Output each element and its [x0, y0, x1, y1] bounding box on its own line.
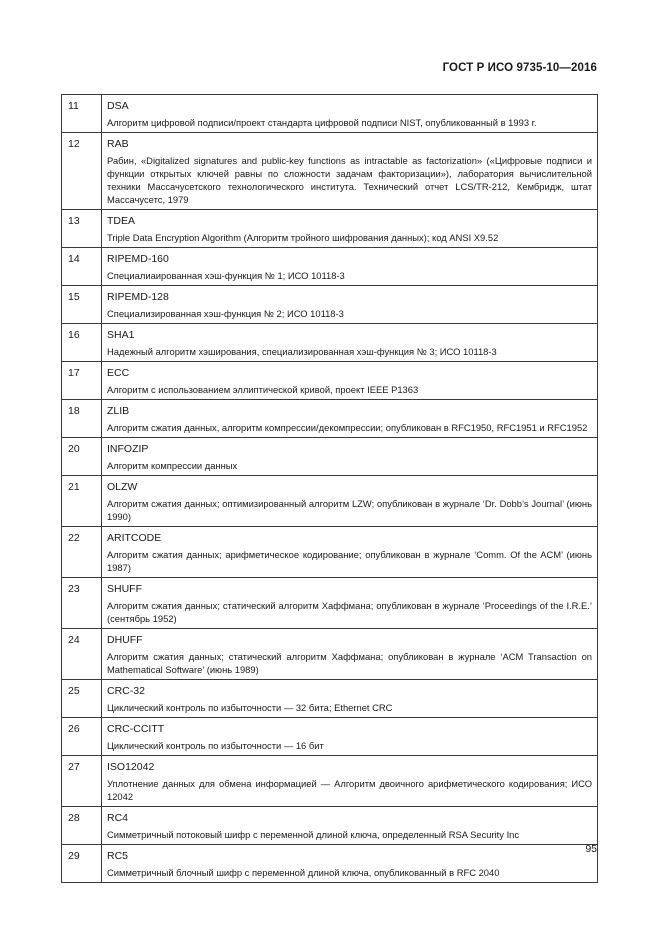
table-row — [62, 718, 598, 756]
row-content — [102, 476, 598, 527]
algorithm-name: CRC-CCITT — [107, 723, 165, 735]
row-content — [102, 210, 598, 248]
algorithm-name: OLZW — [107, 481, 138, 493]
row-content — [102, 718, 598, 756]
row-content — [102, 362, 598, 400]
algorithm-description: Циклический контроль по избыточности — 32 бита; Ethernet CRC — [107, 702, 393, 713]
algorithm-name: ARITCODE — [107, 532, 162, 544]
algorithm-name: DSA — [107, 100, 129, 112]
algorithm-name: RC5 — [107, 850, 129, 862]
algorithm-description: Циклический контроль по избыточности — 16 бит — [107, 740, 324, 751]
table-row — [62, 807, 598, 845]
algorithm-description: Алгоритм сжатия данных; арифметическое кодирование; опубликован в журнале ‘Comm. Of the ACM’ (июнь 1987) — [107, 549, 592, 573]
table-row — [62, 210, 598, 248]
row-content — [102, 756, 598, 807]
table-row — [62, 133, 598, 210]
row-number: 28 — [62, 807, 102, 845]
algorithm-name: TDEA — [107, 215, 136, 227]
table-row — [62, 286, 598, 324]
row-number: 22 — [62, 527, 102, 578]
algorithm-description: Уплотнение данных для обмена информацией — Алгоритм двоичного арифметического кодирования; ИСО 12042 — [107, 778, 592, 802]
table-row — [62, 756, 598, 807]
algorithm-name: ECC — [107, 367, 130, 379]
row-number: 20 — [62, 438, 102, 476]
algorithm-description: Алгоритм компрессии данных — [107, 460, 238, 471]
algorithm-name: ZLIB — [107, 405, 130, 417]
table-row — [62, 400, 598, 438]
algorithm-name: DHUFF — [107, 634, 143, 646]
row-content — [102, 133, 598, 210]
algorithm-description: Алгоритм с использованием эллиптической кривой, проект IEEE P1363 — [107, 384, 419, 395]
algorithm-name: RAB — [107, 138, 129, 150]
row-number: 12 — [62, 133, 102, 210]
row-content — [102, 324, 598, 362]
table-row — [62, 476, 598, 527]
row-number: 11 — [62, 95, 102, 133]
algorithm-description: Алгоритм сжатия данных; статический алгоритм Хаффмана; опубликован в журнале ‘ACM Transaction on Mathematical Software’ (июнь 1989) — [107, 651, 592, 675]
algorithm-name: CRC-32 — [107, 685, 145, 697]
algorithm-name: RIPEMD-128 — [107, 291, 169, 303]
row-number: 15 — [62, 286, 102, 324]
row-content — [102, 438, 598, 476]
document-header: ГОСТ Р ИСО 9735-10—2016 — [442, 62, 597, 74]
row-content — [102, 95, 598, 133]
algorithm-description: Специалиаированная хэш-функция № 1; ИСО 10118-3 — [107, 270, 345, 281]
row-number: 21 — [62, 476, 102, 527]
row-content — [102, 578, 598, 629]
row-number: 24 — [62, 629, 102, 680]
algorithm-description: Рабин, «Digitalized signatures and public-key functions as intractable as factorization» («Цифровые подписи и функции открытых ключей равны по сложности задачам факторизации»), лаборатория вычислительной техники Массачусетского технологического института. Технический отчет LCS/TR-212, Кембридж, штат Массачусетс, 1979 — [107, 155, 592, 205]
table-row — [62, 527, 598, 578]
algorithm-table — [61, 94, 598, 883]
algorithm-description: Triple Data Encryption Algorithm (Алгоритм тройного шифрования данных); код ANSI X9.52 — [107, 232, 499, 243]
algorithm-description: Алгоритм сжатия данных; статический алгоритм Хаффмана; опубликован в журнале ‘Proceedings of the I.R.E.’ (сентябрь 1952) — [107, 600, 592, 624]
row-content — [102, 286, 598, 324]
row-number: 23 — [62, 578, 102, 629]
table-row — [62, 95, 598, 133]
page-number: 95 — [585, 843, 597, 855]
table-row — [62, 578, 598, 629]
algorithm-name: SHA1 — [107, 329, 135, 341]
algorithm-description: Алгоритм сжатия данных, алгоритм компрессии/декомпрессии; опубликован в RFC1950, RFC1951 и RFC1952 — [107, 422, 588, 433]
algorithm-name: RC4 — [107, 812, 129, 824]
row-number: 13 — [62, 210, 102, 248]
row-number: 29 — [62, 845, 102, 883]
row-number: 18 — [62, 400, 102, 438]
table-row — [62, 324, 598, 362]
row-content — [102, 400, 598, 438]
row-number: 26 — [62, 718, 102, 756]
table-row — [62, 438, 598, 476]
table-row — [62, 845, 598, 883]
algorithm-description: Симметричный блочный шифр с переменной длиной ключа, опубликованный в RFC 2040 — [107, 867, 500, 878]
algorithm-name: INFOZIP — [107, 443, 149, 455]
algorithm-description: Надежный алгоритм хэширования, специализированная хэш-функция № 3; ИСО 10118-3 — [107, 346, 497, 357]
table-row — [62, 362, 598, 400]
row-content — [102, 807, 598, 845]
table-row — [62, 680, 598, 718]
algorithm-name: SHUFF — [107, 583, 142, 595]
row-number: 27 — [62, 756, 102, 807]
table-row — [62, 248, 598, 286]
table-row — [62, 629, 598, 680]
row-number: 14 — [62, 248, 102, 286]
row-content — [102, 680, 598, 718]
algorithm-description: Симметричный потоковый шифр с переменной длиной ключа, определенный RSA Security Inc — [107, 829, 520, 840]
row-number: 25 — [62, 680, 102, 718]
algorithm-description: Алгоритм цифровой подписи/проект стандарта цифровой подписи NIST, опубликованный в 1993 г. — [107, 117, 537, 128]
row-number: 16 — [62, 324, 102, 362]
row-number: 17 — [62, 362, 102, 400]
algorithm-description: Специализированная хэш-функция № 2; ИСО 10118-3 — [107, 308, 344, 319]
algorithm-name: ISO12042 — [107, 761, 155, 773]
row-content — [102, 845, 598, 883]
algorithm-description: Алгоритм сжатия данных; оптимизированный алгоритм LZW; опубликован в журнале ‘Dr. Dobb’s Journal’ (июнь 1990) — [107, 498, 592, 522]
row-content — [102, 629, 598, 680]
row-content — [102, 248, 598, 286]
row-content — [102, 527, 598, 578]
algorithm-name: RIPEMD-160 — [107, 253, 169, 265]
